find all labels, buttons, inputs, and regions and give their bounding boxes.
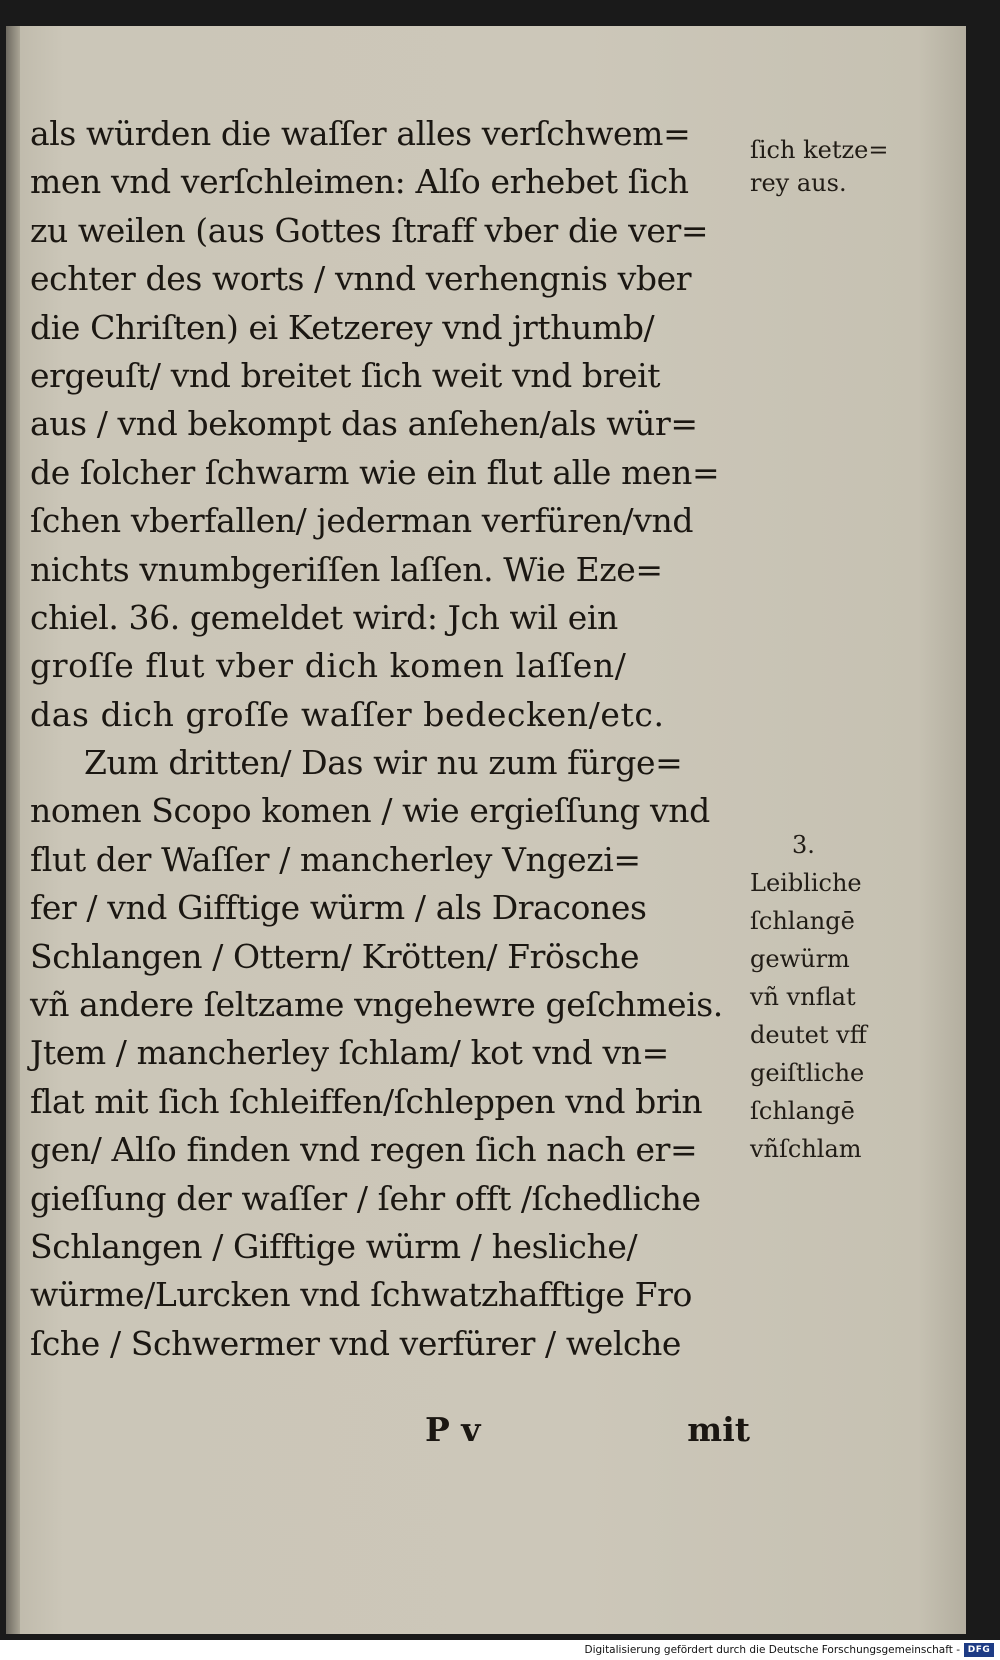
text-line: zu weilen (aus Gottes ſtraff vber die ver= [30,210,709,250]
text-line: ergeuſt/ vnd breitet ſich weit vnd breit [30,355,661,395]
text-line: flut der Waſſer / mancherley Vngezi= [30,839,641,879]
marginal-note-line: vñſchlam [750,1135,862,1163]
text-line: flat mit ſich ſchleiffen/ſchleppen vnd brin [30,1081,703,1121]
text-line: das dich groſſe waſſer bedecken/etc. [30,694,665,734]
text-line: Zum dritten/ Das wir nu zum fürge= [84,743,683,783]
main-text-block [30,110,750,1368]
catchline [30,1406,750,1454]
text-line: chiel. 36. gemeldet wird: Jch wil ein [30,597,618,637]
marginal-note-line: ſchlangē [750,907,855,935]
text-line: die Chriſten) ei Ketzerey vnd jrthumb/ [30,307,655,347]
text-line: nichts vnumbgeriſſen laſſen. Wie Eze= [30,549,663,589]
marginal-note-number: 3. [792,831,815,859]
text-line: als würden die waſſer alles verſchwem= [30,114,691,153]
marginal-note-line: ſich ketze= [750,136,889,164]
text-line: groſſe flut vber dich komen laſſen/ [30,646,627,686]
marginal-note-line: ſchlangē [750,1097,855,1125]
binding-edge [6,26,20,1634]
marginal-note [750,134,900,200]
book-page [6,26,966,1634]
marginal-note-line: Leibliche [750,869,862,897]
marginal-note-line: deutet vff [750,1021,867,1049]
text-line: ſche / Schwermer vnd verfürer / welche [30,1323,682,1363]
text-line: fer / vnd Gifftige würm / als Dracones [30,888,647,928]
text-line: nomen Scopo komen / wie ergieſſung vnd [30,791,710,831]
text-line: würme/Lurcken vnd ſchwatzhafftige Fro [30,1275,692,1315]
marginal-note-line: gewürm [750,945,850,973]
signature-mark: P v [425,1410,481,1449]
catchword: mit [687,1410,750,1449]
text-line: echter des worts / vnnd verhengnis vber [30,259,692,299]
text-line: aus / vnd bekompt das anſehen/als wür= [30,404,698,444]
marginal-note-line: geiſtliche [750,1059,865,1087]
text-line: vñ andere ſeltzame vngehewre geſchmeis. [30,985,723,1025]
text-line: Jtem / mancherley ſchlam/ kot vnd vn= [30,1033,669,1073]
dfg-logo: DFG [964,1643,994,1657]
text-line: de ſolcher ſchwarm wie ein flut alle men= [30,452,720,492]
text-line: Schlangen / Ottern/ Krötten/ Frösche [30,936,640,976]
funding-credit: Digitalisierung gefördert durch die Deutsche Forschungsgemeinschaft - [584,1644,960,1656]
marginal-note-line: rey aus. [750,169,847,197]
text-line: ſchen vberfallen/ jederman verfüren/vnd [30,501,694,541]
text-line: Schlangen / Gifftige würm / hesliche/ [30,1226,638,1266]
text-line: gen/ Alſo finden vnd regen ſich nach er= [30,1130,698,1170]
text-line: men vnd verſchleimen: Alſo erhebet ſich [30,162,689,202]
marginal-note [750,826,900,1168]
text-line: gieſſung der waſſer / ſehr offt /ſchedliche [30,1178,701,1218]
marginal-note-line: vñ vnflat [750,983,856,1011]
